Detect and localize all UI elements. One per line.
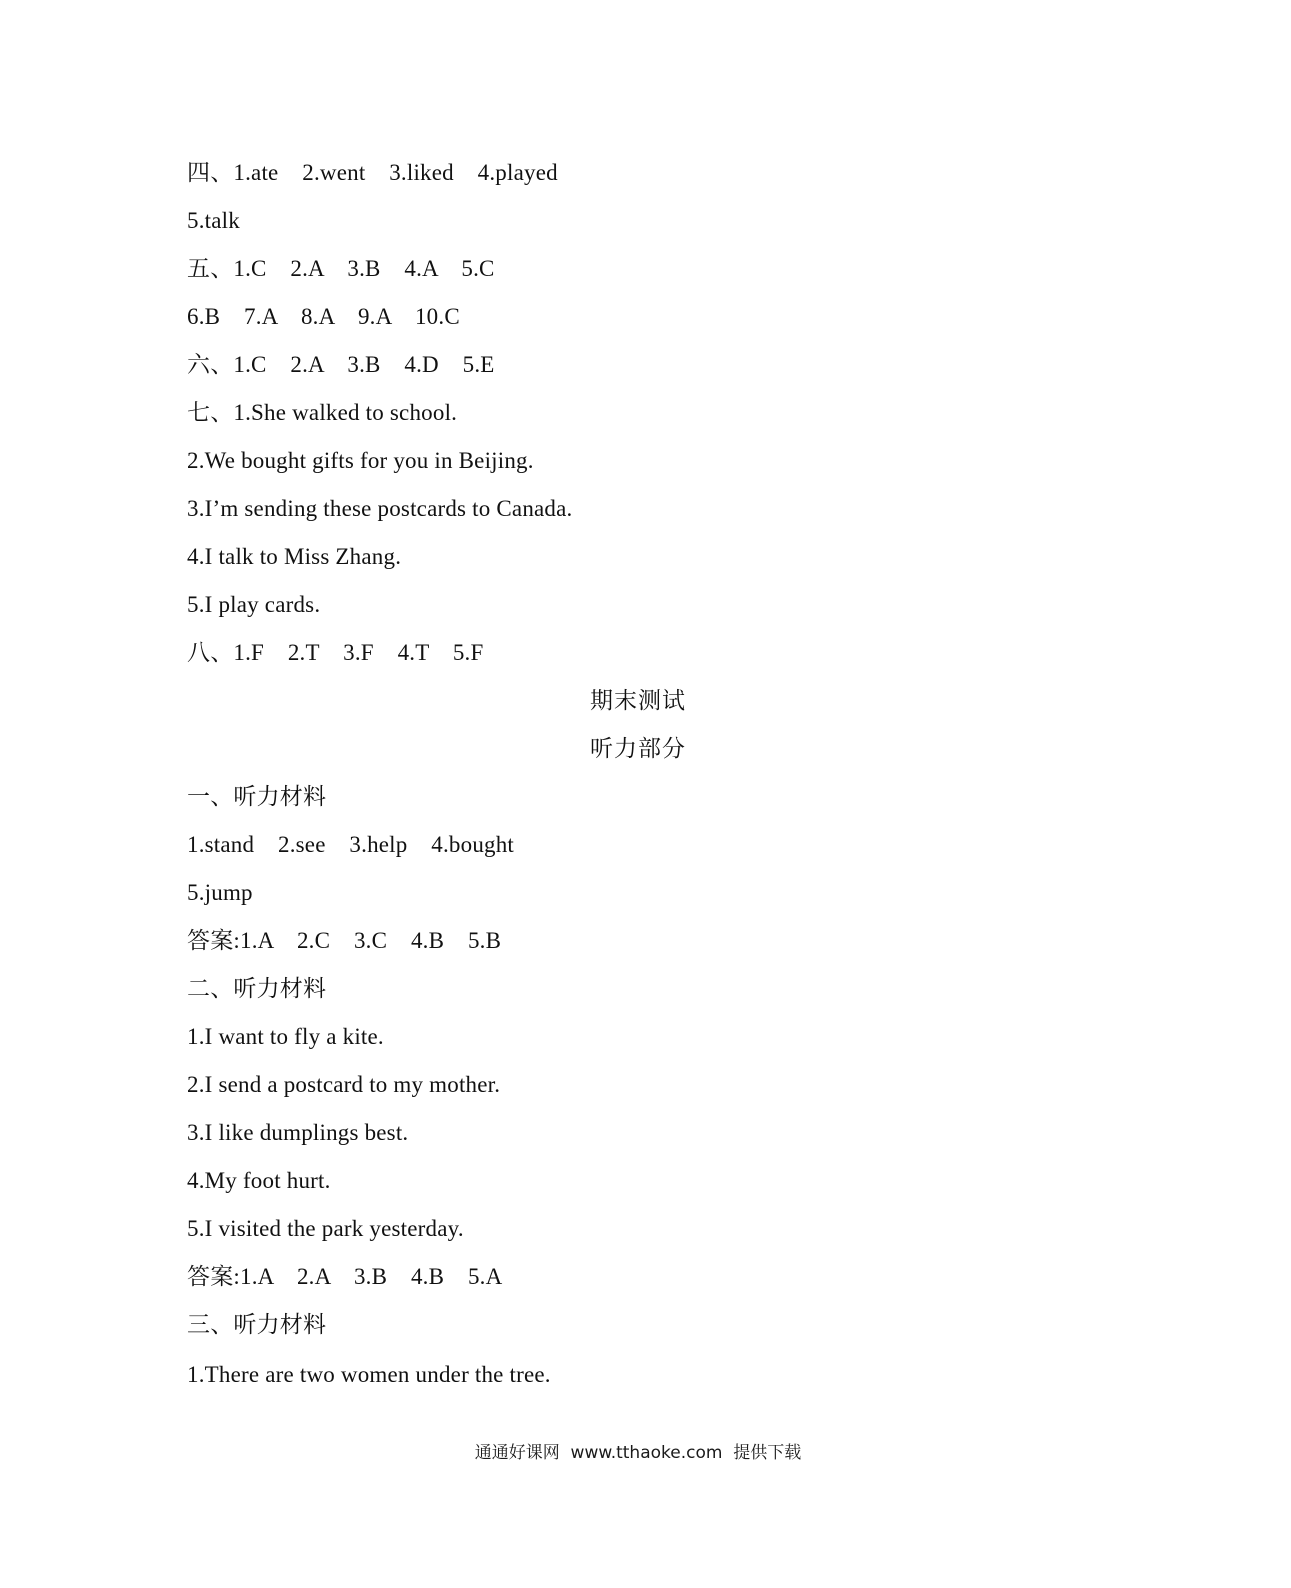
answer-section-8: 八、1.F 2.T 3.F 4.T 5.F — [187, 640, 484, 665]
answer-key-line: 答案:1.A 2.A 3.B 4.B 5.A — [187, 1264, 503, 1289]
answer-line: 5.I visited the park yesterday. — [187, 1216, 464, 1241]
answer-line: 3.I’m sending these postcards to Canada. — [187, 496, 573, 521]
footer-watermark: 通通好课网 www.tthaoke.com 提供下载 — [474, 1443, 802, 1463]
answer-line: 1.There are two women under the tree. — [187, 1362, 551, 1387]
final-test-title: 期末测试 — [590, 688, 686, 713]
answer-line: 1.stand 2.see 3.help 4.bought — [187, 832, 515, 857]
answer-key-line: 答案:1.A 2.C 3.C 4.B 5.B — [187, 928, 502, 953]
answer-line: 5.I play cards. — [187, 592, 321, 617]
answer-section-5: 五、1.C 2.A 3.B 4.A 5.C — [187, 256, 495, 281]
listening-section-1-heading: 一、听力材料 — [187, 784, 327, 809]
answer-line: 2.We bought gifts for you in Beijing. — [187, 448, 534, 473]
answer-line: 2.I send a postcard to my mother. — [187, 1072, 501, 1097]
answer-section-7: 七、1.She walked to school. — [187, 400, 458, 425]
answer-line: 4.I talk to Miss Zhang. — [187, 544, 402, 569]
listening-section-2-heading: 二、听力材料 — [187, 976, 327, 1001]
answer-line: 5.talk — [187, 208, 240, 233]
answer-line: 4.My foot hurt. — [187, 1168, 331, 1193]
listening-section-3-heading: 三、听力材料 — [187, 1312, 327, 1337]
answer-line: 3.I like dumplings best. — [187, 1120, 409, 1145]
listening-title: 听力部分 — [590, 736, 686, 761]
answer-section-6: 六、1.C 2.A 3.B 4.D 5.E — [187, 352, 495, 377]
answer-line: 6.B 7.A 8.A 9.A 10.C — [187, 304, 460, 329]
answer-line: 5.jump — [187, 880, 253, 905]
answer-section-4: 四、1.ate 2.went 3.liked 4.played — [187, 160, 558, 185]
answer-line: 1.I want to fly a kite. — [187, 1024, 384, 1049]
